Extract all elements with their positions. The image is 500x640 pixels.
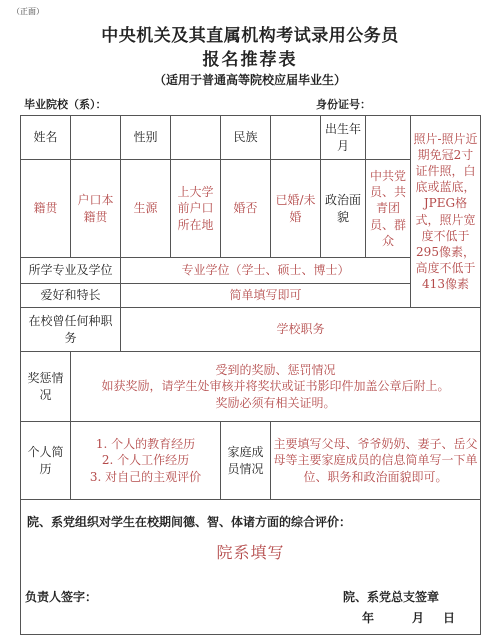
politics-label: 政治面貌 [321,160,366,258]
awards-line1: 受到的奖励、惩罚情况 [215,363,336,378]
family-field[interactable]: 主要填写父母、爷爷奶奶、妻子、岳父母等主要家庭成员的信息简单写一下单位、职务和政治面貌即可。 [271,422,481,500]
ethnicity-field[interactable] [271,116,321,160]
name-label: 姓名 [21,116,71,160]
awards-line2: 如获奖励，请学生处审核并将奖状或证书影印件加盖公章后附上。 [101,379,450,394]
birth-label: 出生年月 [321,116,366,160]
awards-line3: 奖励必须有相关证明。 [215,395,336,410]
resume-item: 1. 个人的教育经历 [95,437,196,452]
position-value[interactable]: 学校职务 [121,308,481,352]
form-title-line2: 报名推荐表 [202,50,298,70]
day-label: 日 [443,611,456,625]
major-label: 所学专业及学位 [21,258,121,284]
side-tag: （正面） [12,7,44,16]
origin-label: 生源 [121,160,171,258]
resume-item: 3. 对自己的主观评价 [89,469,202,484]
ethnicity-label: 民族 [221,116,271,160]
id-number-label: 身份证号： [316,98,371,111]
position-label: 在校曾任何种职务 [21,308,121,352]
awards-label: 奖惩情况 [21,352,71,422]
seal-label: 院、系党总支签章 [343,590,440,604]
resume-field[interactable] [71,422,221,500]
gender-label: 性别 [121,116,171,160]
name-field[interactable] [71,116,121,160]
hobby-label: 爱好和特长 [21,284,121,308]
month-label: 月 [411,611,424,625]
year-label: 年 [361,611,374,625]
resume-label: 个人简历 [21,422,71,500]
marital-label: 婚否 [221,160,271,258]
form-subtitle: （适用于普通高等院校应届毕业生） [153,73,346,87]
origin-value[interactable]: 上大学前户口所在地 [171,160,221,258]
politics-value[interactable]: 中共党员、共青团员、群众 [366,160,411,258]
evaluation-section[interactable] [21,500,481,635]
gender-field[interactable] [171,116,221,160]
school-label: 毕业院校（系）： [24,98,107,111]
major-value[interactable]: 专业学位（学士、硕士、博士） [121,258,411,284]
marital-value[interactable]: 已婚/未婚 [271,160,321,258]
awards-field[interactable] [71,352,481,422]
family-label: 家庭成员情况 [221,422,271,500]
birth-field[interactable] [366,116,411,160]
photo-box[interactable]: 照片-照片近期免冠2寸证件照，白底或蓝底，JPEG格式，照片宽度不低于295像素，高度不低于413像素 [411,116,481,308]
signer-label: 负责人签字： [25,590,98,604]
form-title: 中央机关及其直属机构考试录用公务员 [101,26,399,46]
registration-form [20,115,480,633]
hukou-value[interactable]: 户口本籍贯 [71,160,121,258]
resume-item: 2. 个人工作经历 [101,453,190,468]
hobby-value[interactable]: 简单填写即可 [121,284,411,308]
form-table [20,115,481,635]
date-line [343,610,455,626]
native-label: 籍贯 [21,160,71,258]
evaluation-fill-hint: 院系填写 [216,543,285,562]
evaluation-title: 院、系党组织对学生在校期间德、智、体诸方面的综合评价： [27,515,352,529]
